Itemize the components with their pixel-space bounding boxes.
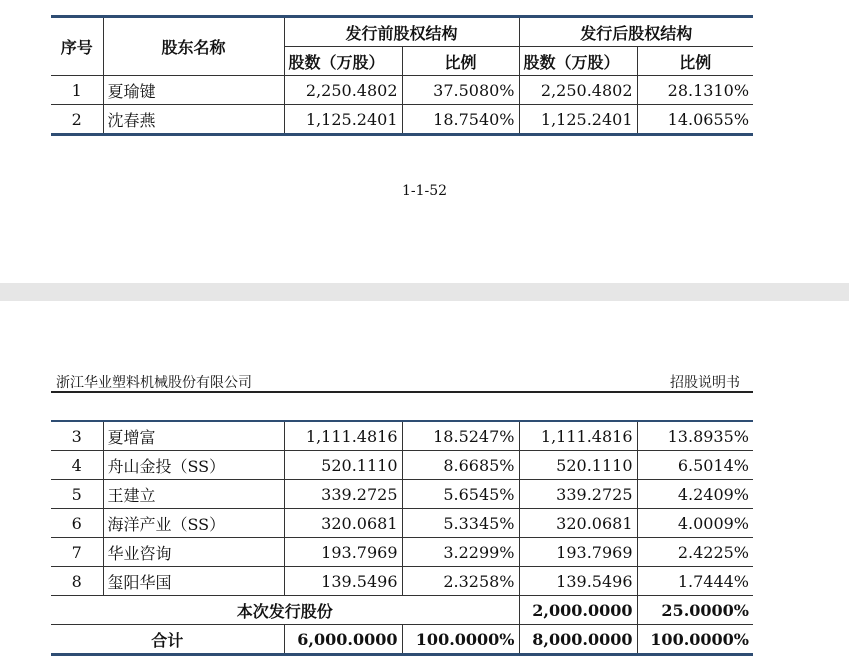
cell-name: 玺阳华国 [103,567,284,596]
cell-before-ratio: 18.5247% [402,421,519,451]
cell-after-shares: 320.0681 [519,509,637,538]
total-before-ratio: 100.0000% [402,625,519,655]
cell-after-ratio: 28.1310% [637,76,753,105]
cell-before-shares: 1,125.2401 [284,105,402,135]
cell-before-shares: 193.7969 [284,538,402,567]
cell-after-ratio: 4.2409% [637,480,753,509]
cell-no: 2 [51,105,103,135]
cell-name: 舟山金投（SS） [103,451,284,480]
cell-no: 1 [51,76,103,105]
cell-after-shares: 520.1110 [519,451,637,480]
table-row [51,480,753,509]
cell-before-shares: 320.0681 [284,509,402,538]
cell-no: 4 [51,451,103,480]
table-header-row [51,17,753,47]
cell-before-ratio: 5.3345% [402,509,519,538]
cell-after-ratio: 6.5014% [637,451,753,480]
col-header-before-shares: 股数（万股） [284,47,402,76]
total-before-shares: 6,000.0000 [284,625,402,655]
cell-after-shares: 339.2725 [519,480,637,509]
cell-after-shares: 2,250.4802 [519,76,637,105]
total-after-ratio: 100.0000% [637,625,753,655]
issuance-after-ratio: 25.0000% [637,596,753,625]
cell-no: 5 [51,480,103,509]
total-row [51,625,753,655]
equity-table-part1 [51,15,753,136]
cell-before-ratio: 3.2299% [402,538,519,567]
col-header-after-ratio: 比例 [637,47,753,76]
col-header-before-ratio: 比例 [402,47,519,76]
cell-after-shares: 193.7969 [519,538,637,567]
table-row [51,76,753,105]
col-header-before: 发行前股权结构 [284,17,519,47]
cell-after-ratio: 1.7444% [637,567,753,596]
cell-name: 夏增富 [103,421,284,451]
total-label: 合计 [51,625,284,655]
cell-name: 海洋产业（SS） [103,509,284,538]
cell-before-ratio: 37.5080% [402,76,519,105]
cell-after-ratio: 14.0655% [637,105,753,135]
table-row [51,421,753,451]
table-row [51,451,753,480]
cell-after-shares: 1,111.4816 [519,421,637,451]
cell-before-shares: 2,250.4802 [284,76,402,105]
cell-before-shares: 1,111.4816 [284,421,402,451]
cell-before-ratio: 8.6685% [402,451,519,480]
cell-before-shares: 339.2725 [284,480,402,509]
header-rule [51,391,753,393]
col-header-seq: 序号 [51,17,103,76]
col-header-name: 股东名称 [103,17,284,76]
col-header-after: 发行后股权结构 [519,17,753,47]
col-header-after-shares: 股数（万股） [519,47,637,76]
issuance-label: 本次发行股份 [51,596,519,625]
issuance-row [51,596,753,625]
cell-after-ratio: 2.4225% [637,538,753,567]
cell-name: 夏瑜键 [103,76,284,105]
table-row [51,567,753,596]
issuance-after-shares: 2,000.0000 [519,596,637,625]
page-number: 1-1-52 [401,183,448,199]
page-separator [0,283,849,301]
cell-name: 沈春燕 [103,105,284,135]
cell-before-shares: 139.5496 [284,567,402,596]
total-after-shares: 8,000.0000 [519,625,637,655]
cell-before-shares: 520.1110 [284,451,402,480]
table-row [51,105,753,135]
cell-name: 华业咨询 [103,538,284,567]
cell-before-ratio: 2.3258% [402,567,519,596]
table-row [51,509,753,538]
cell-name: 王建立 [103,480,284,509]
cell-no: 7 [51,538,103,567]
company-name: 浙江华业塑料机械股份有限公司 [56,375,252,391]
cell-before-ratio: 18.7540% [402,105,519,135]
cell-no: 3 [51,421,103,451]
cell-after-shares: 1,125.2401 [519,105,637,135]
document-type: 招股说明书 [670,375,740,391]
cell-no: 8 [51,567,103,596]
equity-table-part2 [51,420,753,656]
cell-after-ratio: 4.0009% [637,509,753,538]
cell-after-shares: 139.5496 [519,567,637,596]
cell-after-ratio: 13.8935% [637,421,753,451]
cell-before-ratio: 5.6545% [402,480,519,509]
cell-no: 6 [51,509,103,538]
table-row [51,538,753,567]
